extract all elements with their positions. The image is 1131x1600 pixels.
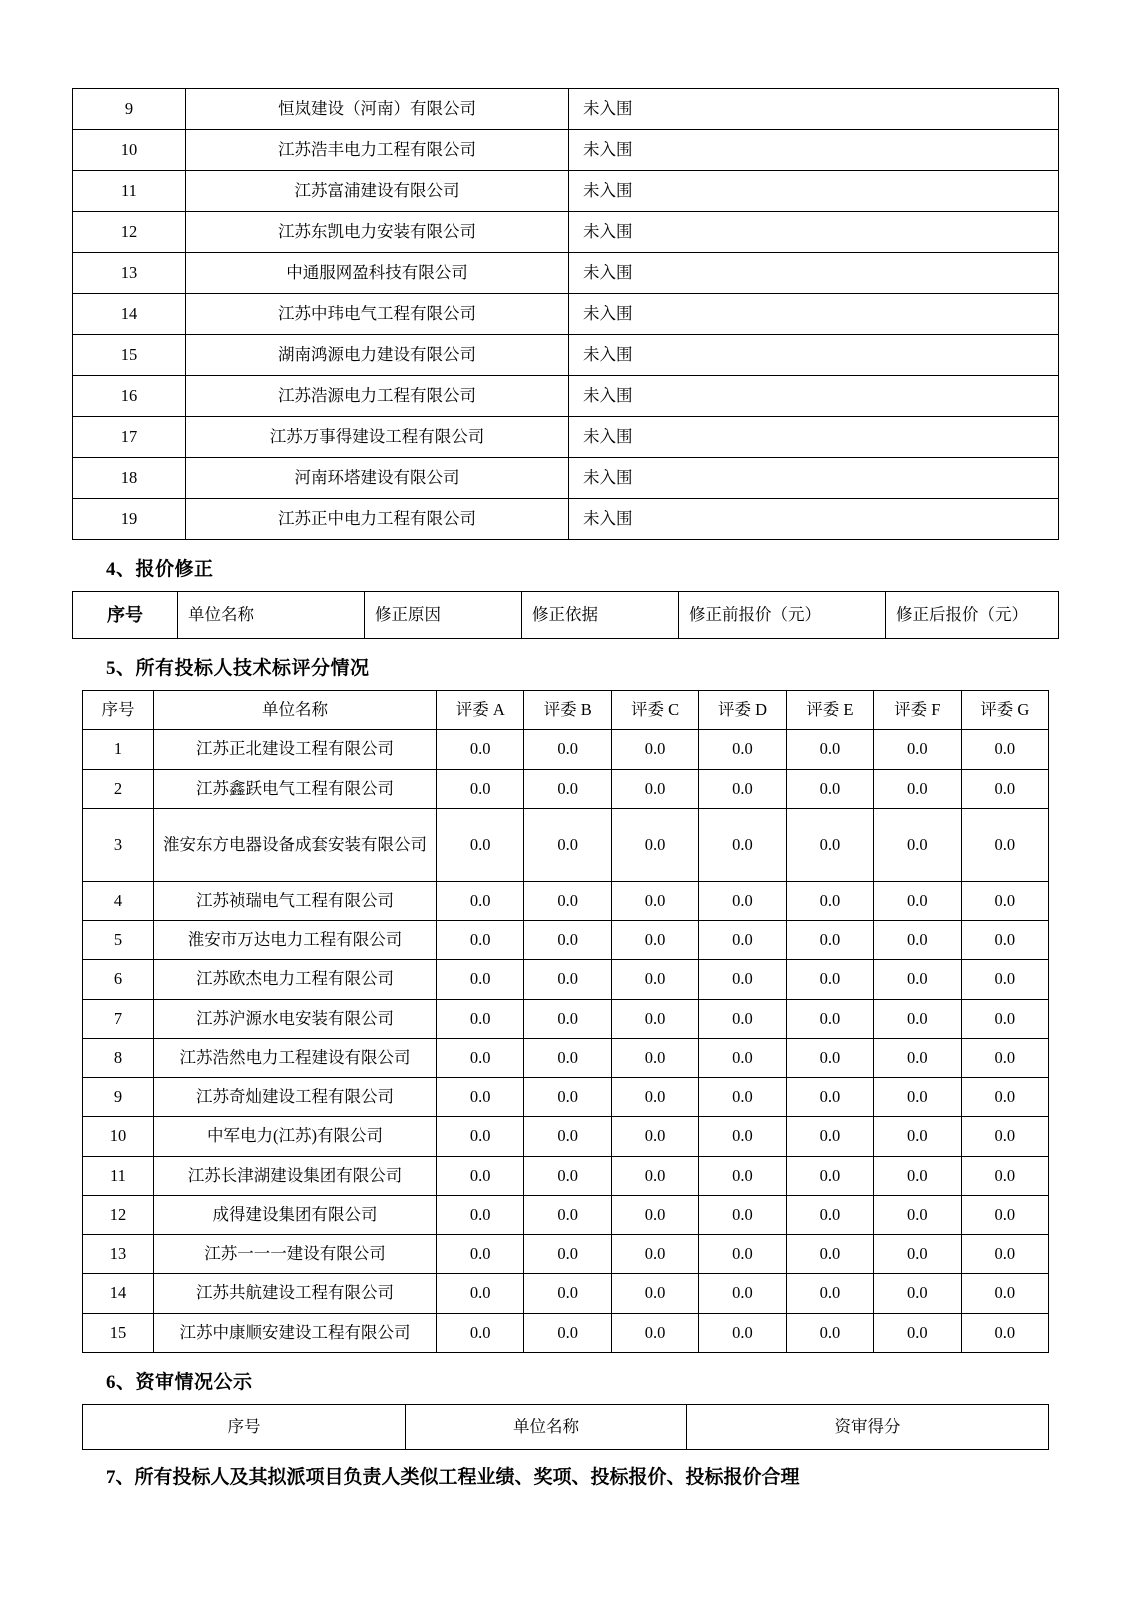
table-row: [83, 1195, 1049, 1234]
table-row: [73, 130, 1059, 171]
row-no: 15: [73, 335, 186, 376]
row-status: 未入围: [569, 171, 1059, 212]
table-row: [83, 1078, 1049, 1117]
table-row: [83, 1313, 1049, 1352]
table-row: [83, 1235, 1049, 1274]
score-judge-g: 0.0: [961, 960, 1048, 999]
header-no: 序号: [83, 691, 154, 730]
header-price-after: 修正后报价（元）: [886, 592, 1059, 639]
score-judge-d: 0.0: [699, 1195, 786, 1234]
row-company: 湖南鸿源电力建设有限公司: [186, 335, 569, 376]
row-company: 河南环塔建设有限公司: [186, 458, 569, 499]
row-company: 江苏沪源水电安装有限公司: [154, 999, 437, 1038]
score-judge-c: 0.0: [611, 1156, 698, 1195]
row-no: 13: [73, 253, 186, 294]
score-judge-c: 0.0: [611, 730, 698, 769]
score-judge-c: 0.0: [611, 808, 698, 881]
score-judge-d: 0.0: [699, 1313, 786, 1352]
score-judge-g: 0.0: [961, 730, 1048, 769]
score-judge-b: 0.0: [524, 1156, 611, 1195]
score-judge-f: 0.0: [874, 999, 961, 1038]
row-company: 江苏富浦建设有限公司: [186, 171, 569, 212]
score-judge-e: 0.0: [786, 881, 873, 920]
score-judge-a: 0.0: [437, 808, 524, 881]
row-no: 8: [83, 1038, 154, 1077]
row-no: 1: [83, 730, 154, 769]
row-status: 未入围: [569, 294, 1059, 335]
score-judge-g: 0.0: [961, 1156, 1048, 1195]
row-status: 未入围: [569, 376, 1059, 417]
score-judge-f: 0.0: [874, 921, 961, 960]
score-judge-b: 0.0: [524, 808, 611, 881]
row-no: 12: [83, 1195, 154, 1234]
row-company: 江苏浩然电力工程建设有限公司: [154, 1038, 437, 1077]
score-judge-c: 0.0: [611, 999, 698, 1038]
header-no: 序号: [83, 1404, 406, 1449]
header-no: 序号: [73, 592, 178, 639]
qualification-review-body: [83, 1404, 1049, 1449]
row-no: 9: [73, 89, 186, 130]
header-judge-f: 评委 F: [874, 691, 961, 730]
price-correction-body: [73, 592, 1059, 639]
score-judge-f: 0.0: [874, 730, 961, 769]
score-judge-d: 0.0: [699, 730, 786, 769]
score-judge-e: 0.0: [786, 1235, 873, 1274]
score-judge-e: 0.0: [786, 1313, 873, 1352]
table-header-row: [83, 1404, 1049, 1449]
section-title-price-correction: 4、报价修正: [106, 559, 214, 580]
score-judge-g: 0.0: [961, 1274, 1048, 1313]
score-judge-g: 0.0: [961, 769, 1048, 808]
table-row: [73, 171, 1059, 212]
row-no: 14: [73, 294, 186, 335]
table-row: [73, 212, 1059, 253]
score-judge-c: 0.0: [611, 1195, 698, 1234]
row-company: 江苏共航建设工程有限公司: [154, 1274, 437, 1313]
score-judge-c: 0.0: [611, 1038, 698, 1077]
score-judge-c: 0.0: [611, 1274, 698, 1313]
score-judge-d: 0.0: [699, 1235, 786, 1274]
score-judge-f: 0.0: [874, 1274, 961, 1313]
header-company: 单位名称: [154, 691, 437, 730]
table-row: [83, 1117, 1049, 1156]
score-judge-f: 0.0: [874, 1313, 961, 1352]
score-judge-d: 0.0: [699, 1078, 786, 1117]
score-judge-g: 0.0: [961, 881, 1048, 920]
row-no: 12: [73, 212, 186, 253]
score-judge-g: 0.0: [961, 1117, 1048, 1156]
row-no: 15: [83, 1313, 154, 1352]
table-row: [83, 999, 1049, 1038]
score-judge-b: 0.0: [524, 1117, 611, 1156]
score-judge-a: 0.0: [437, 1156, 524, 1195]
score-judge-c: 0.0: [611, 881, 698, 920]
score-judge-f: 0.0: [874, 1235, 961, 1274]
score-judge-d: 0.0: [699, 769, 786, 808]
row-status: 未入围: [569, 253, 1059, 294]
table-row: [73, 294, 1059, 335]
row-company: 江苏正北建设工程有限公司: [154, 730, 437, 769]
header-judge-d: 评委 D: [699, 691, 786, 730]
table-row: [83, 1038, 1049, 1077]
score-judge-d: 0.0: [699, 1038, 786, 1077]
row-no: 10: [73, 130, 186, 171]
score-judge-b: 0.0: [524, 1274, 611, 1313]
score-judge-b: 0.0: [524, 921, 611, 960]
table-row: [73, 89, 1059, 130]
technical-score-body: [83, 691, 1049, 1353]
row-company: 江苏长津湖建设集团有限公司: [154, 1156, 437, 1195]
row-status: 未入围: [569, 417, 1059, 458]
score-judge-c: 0.0: [611, 960, 698, 999]
score-judge-e: 0.0: [786, 1117, 873, 1156]
row-company: 江苏东凯电力安装有限公司: [186, 212, 569, 253]
score-judge-c: 0.0: [611, 769, 698, 808]
score-judge-a: 0.0: [437, 1078, 524, 1117]
row-status: 未入围: [569, 212, 1059, 253]
row-no: 6: [83, 960, 154, 999]
header-company: 单位名称: [178, 592, 365, 639]
score-judge-e: 0.0: [786, 1156, 873, 1195]
score-judge-c: 0.0: [611, 1117, 698, 1156]
table-row: [83, 1156, 1049, 1195]
header-judge-a: 评委 A: [437, 691, 524, 730]
row-company: 江苏浩丰电力工程有限公司: [186, 130, 569, 171]
table-row: [73, 335, 1059, 376]
score-judge-f: 0.0: [874, 1078, 961, 1117]
technical-score-table-wrap: [72, 690, 1059, 1353]
row-status: 未入围: [569, 458, 1059, 499]
score-judge-e: 0.0: [786, 1274, 873, 1313]
score-judge-g: 0.0: [961, 808, 1048, 881]
row-company: 淮安东方电器设备成套安装有限公司: [154, 808, 437, 881]
row-no: 10: [83, 1117, 154, 1156]
row-company: 江苏祯瑞电气工程有限公司: [154, 881, 437, 920]
score-judge-a: 0.0: [437, 1038, 524, 1077]
table-row: [83, 808, 1049, 881]
score-judge-e: 0.0: [786, 921, 873, 960]
score-judge-b: 0.0: [524, 769, 611, 808]
score-judge-d: 0.0: [699, 1156, 786, 1195]
score-judge-b: 0.0: [524, 1235, 611, 1274]
score-judge-c: 0.0: [611, 921, 698, 960]
score-judge-e: 0.0: [786, 1078, 873, 1117]
score-judge-e: 0.0: [786, 1195, 873, 1234]
score-judge-a: 0.0: [437, 960, 524, 999]
score-judge-e: 0.0: [786, 769, 873, 808]
table-row: [83, 1274, 1049, 1313]
header-qualification-score: 资审得分: [687, 1404, 1049, 1449]
score-judge-d: 0.0: [699, 808, 786, 881]
row-company: 江苏奇灿建设工程有限公司: [154, 1078, 437, 1117]
section-title-performance-awards: 7、所有投标人及其拟派项目负责人类似工程业绩、奖项、投标报价、投标报价合理: [106, 1466, 800, 1488]
score-judge-d: 0.0: [699, 960, 786, 999]
qualification-table-wrap: [72, 1404, 1059, 1450]
score-judge-e: 0.0: [786, 999, 873, 1038]
score-judge-d: 0.0: [699, 999, 786, 1038]
score-judge-b: 0.0: [524, 1195, 611, 1234]
score-judge-f: 0.0: [874, 1156, 961, 1195]
qualification-review-table: [82, 1404, 1049, 1450]
bidder-status-body: [73, 89, 1059, 540]
header-judge-g: 评委 G: [961, 691, 1048, 730]
bidder-status-table: [72, 88, 1059, 540]
row-no: 11: [73, 171, 186, 212]
row-no: 14: [83, 1274, 154, 1313]
row-no: 16: [73, 376, 186, 417]
score-judge-f: 0.0: [874, 1038, 961, 1077]
score-judge-a: 0.0: [437, 999, 524, 1038]
score-judge-e: 0.0: [786, 1038, 873, 1077]
score-judge-g: 0.0: [961, 1235, 1048, 1274]
score-judge-a: 0.0: [437, 1195, 524, 1234]
score-judge-d: 0.0: [699, 1274, 786, 1313]
score-judge-e: 0.0: [786, 808, 873, 881]
score-judge-f: 0.0: [874, 960, 961, 999]
score-judge-f: 0.0: [874, 881, 961, 920]
score-judge-a: 0.0: [437, 769, 524, 808]
section-title-technical-scores: 5、所有投标人技术标评分情况: [106, 658, 370, 679]
score-judge-d: 0.0: [699, 921, 786, 960]
score-judge-f: 0.0: [874, 1117, 961, 1156]
header-judge-c: 评委 C: [611, 691, 698, 730]
row-no: 2: [83, 769, 154, 808]
score-judge-a: 0.0: [437, 881, 524, 920]
score-judge-a: 0.0: [437, 1117, 524, 1156]
score-judge-g: 0.0: [961, 1313, 1048, 1352]
row-no: 17: [73, 417, 186, 458]
header-company: 单位名称: [406, 1404, 687, 1449]
row-company: 江苏正中电力工程有限公司: [186, 499, 569, 540]
table-row: [73, 253, 1059, 294]
row-company: 江苏万事得建设工程有限公司: [186, 417, 569, 458]
table-row: [83, 960, 1049, 999]
row-company: 恒岚建设（河南）有限公司: [186, 89, 569, 130]
score-judge-a: 0.0: [437, 730, 524, 769]
score-judge-c: 0.0: [611, 1078, 698, 1117]
row-company: 江苏一一一建设有限公司: [154, 1235, 437, 1274]
row-company: 中通服网盈科技有限公司: [186, 253, 569, 294]
row-company: 淮安市万达电力工程有限公司: [154, 921, 437, 960]
row-company: 成得建设集团有限公司: [154, 1195, 437, 1234]
price-correction-table: [72, 591, 1059, 639]
row-no: 13: [83, 1235, 154, 1274]
score-judge-d: 0.0: [699, 1117, 786, 1156]
row-no: 9: [83, 1078, 154, 1117]
score-judge-a: 0.0: [437, 921, 524, 960]
row-company: 江苏鑫跃电气工程有限公司: [154, 769, 437, 808]
score-judge-b: 0.0: [524, 999, 611, 1038]
table-row: [73, 458, 1059, 499]
row-status: 未入围: [569, 89, 1059, 130]
row-company: 江苏欧杰电力工程有限公司: [154, 960, 437, 999]
score-judge-f: 0.0: [874, 769, 961, 808]
score-judge-f: 0.0: [874, 1195, 961, 1234]
score-judge-c: 0.0: [611, 1235, 698, 1274]
score-judge-e: 0.0: [786, 960, 873, 999]
score-judge-b: 0.0: [524, 1313, 611, 1352]
row-no: 11: [83, 1156, 154, 1195]
technical-score-table: [82, 690, 1049, 1353]
score-judge-b: 0.0: [524, 730, 611, 769]
table-row: [83, 730, 1049, 769]
row-status: 未入围: [569, 335, 1059, 376]
score-judge-b: 0.0: [524, 881, 611, 920]
row-no: 3: [83, 808, 154, 881]
row-no: 18: [73, 458, 186, 499]
score-judge-g: 0.0: [961, 999, 1048, 1038]
table-header-row: [83, 691, 1049, 730]
score-judge-c: 0.0: [611, 1313, 698, 1352]
header-price-before: 修正前报价（元）: [679, 592, 886, 639]
score-judge-g: 0.0: [961, 1038, 1048, 1077]
score-judge-b: 0.0: [524, 1078, 611, 1117]
row-company: 江苏中玮电气工程有限公司: [186, 294, 569, 335]
score-judge-a: 0.0: [437, 1235, 524, 1274]
score-judge-e: 0.0: [786, 730, 873, 769]
table-row: [73, 376, 1059, 417]
score-judge-g: 0.0: [961, 1195, 1048, 1234]
row-no: 19: [73, 499, 186, 540]
table-row: [83, 921, 1049, 960]
row-no: 4: [83, 881, 154, 920]
score-judge-f: 0.0: [874, 808, 961, 881]
header-judge-b: 评委 B: [524, 691, 611, 730]
header-judge-e: 评委 E: [786, 691, 873, 730]
row-status: 未入围: [569, 130, 1059, 171]
score-judge-a: 0.0: [437, 1274, 524, 1313]
row-company: 江苏中康顺安建设工程有限公司: [154, 1313, 437, 1352]
table-row: [83, 881, 1049, 920]
row-status: 未入围: [569, 499, 1059, 540]
row-no: 7: [83, 999, 154, 1038]
table-header-row: [73, 592, 1059, 639]
header-basis: 修正依据: [522, 592, 679, 639]
table-row: [73, 417, 1059, 458]
row-company: 中军电力(江苏)有限公司: [154, 1117, 437, 1156]
score-judge-b: 0.0: [524, 1038, 611, 1077]
score-judge-g: 0.0: [961, 1078, 1048, 1117]
table-row: [73, 499, 1059, 540]
header-reason: 修正原因: [365, 592, 522, 639]
section-title-qualification-review: 6、资审情况公示: [106, 1371, 253, 1393]
score-judge-g: 0.0: [961, 921, 1048, 960]
score-judge-a: 0.0: [437, 1313, 524, 1352]
score-judge-b: 0.0: [524, 960, 611, 999]
row-no: 5: [83, 921, 154, 960]
table-row: [83, 769, 1049, 808]
row-company: 江苏浩源电力工程有限公司: [186, 376, 569, 417]
score-judge-d: 0.0: [699, 881, 786, 920]
